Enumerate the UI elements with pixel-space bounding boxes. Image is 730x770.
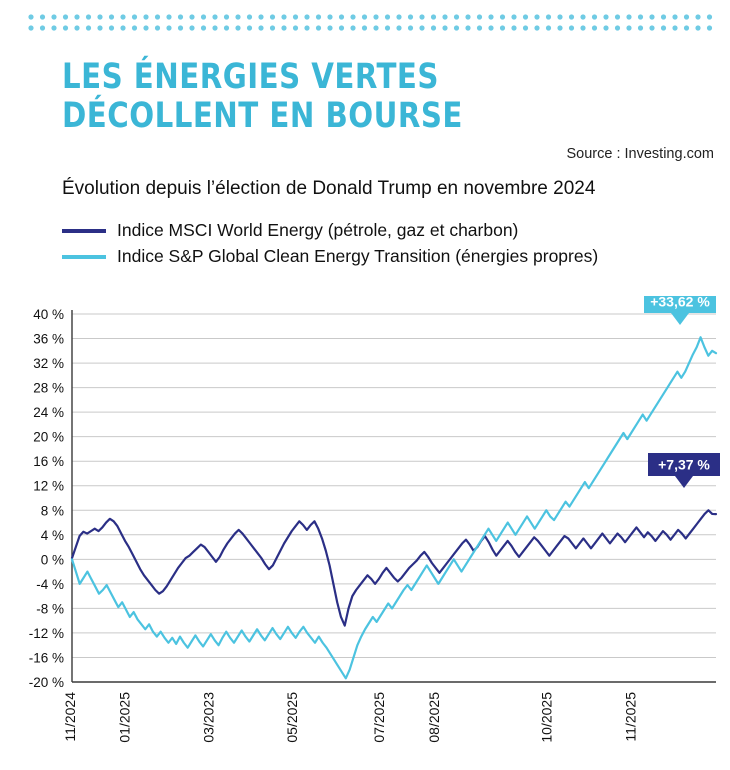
chart-legend	[62, 220, 598, 272]
x-axis-tick-label: 10/2025	[538, 692, 555, 743]
series-line-sp-clean-energy	[72, 337, 716, 678]
x-axis-tick-label: 08/2025	[425, 692, 442, 743]
y-axis-tick-label: 32 %	[33, 356, 64, 372]
decorative-dot-strip	[28, 14, 718, 36]
y-axis-tick-label: 40 %	[33, 307, 64, 322]
y-axis-tick-label: -20 %	[28, 675, 64, 690]
legend-label-msci: Indice MSCI World Energy (pétrole, gaz et charbon)	[117, 220, 519, 240]
x-axis-tick-label: 07/2025	[371, 692, 388, 743]
callout-msci-energy	[648, 453, 720, 488]
legend-item-sp-clean	[62, 246, 598, 267]
legend-swatch-sp-clean	[62, 255, 106, 259]
y-axis-tick-label: -4 %	[36, 576, 64, 592]
y-axis-tick-label: 16 %	[33, 454, 64, 470]
legend-item-msci	[62, 220, 598, 241]
legend-swatch-msci	[62, 229, 106, 233]
y-axis-tick-label: 24 %	[33, 405, 64, 421]
y-axis-tick-label: 0 %	[40, 552, 64, 568]
title-block	[62, 58, 622, 136]
line-chart	[0, 296, 730, 770]
y-axis-tick-label: 8 %	[40, 503, 64, 519]
y-axis-tick-label: 12 %	[33, 478, 64, 494]
legend-label-sp-clean: Indice S&P Global Clean Energy Transition (énergies propres)	[117, 246, 599, 266]
page-title-line1: LES ÉNERGIES VERTES	[62, 57, 439, 97]
y-axis-tick-label: 36 %	[33, 331, 64, 347]
chart-subtitle: Évolution depuis l’élection de Donald Trump en novembre 2024	[62, 178, 596, 199]
x-axis-tick-label: 11/2024	[62, 692, 78, 742]
y-axis-tick-label: -16 %	[28, 650, 64, 666]
x-axis-tick-label: 01/2025	[116, 692, 133, 743]
callout-msci-energy-label: +7,37 %	[658, 456, 710, 473]
page-title-line2: DÉCOLLENT EN BOURSE	[62, 96, 463, 137]
y-axis-tick-label: 20 %	[33, 429, 64, 445]
callout-clean-energy	[644, 296, 716, 325]
callout-clean-energy-label: +33,62 %	[650, 296, 710, 310]
y-axis-tick-label: 28 %	[33, 380, 64, 396]
x-axis-tick-label: 11/2025	[622, 692, 639, 742]
x-axis-tick-label: 03/2023	[200, 692, 217, 743]
x-axis-tick-label: 05/2025	[284, 692, 301, 743]
y-axis-tick-label: 4 %	[40, 527, 64, 543]
source-credit: Source : Investing.com	[566, 146, 714, 162]
y-axis-tick-label: -8 %	[36, 601, 64, 617]
y-axis-tick-label: -12 %	[28, 625, 64, 641]
